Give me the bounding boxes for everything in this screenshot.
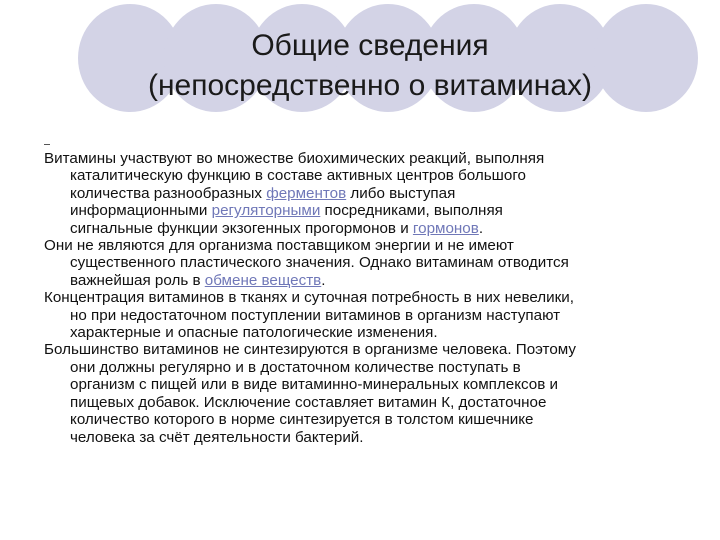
paragraph-line	[44, 202, 684, 219]
paragraph-line	[44, 324, 684, 341]
title-line-2: (непосредственно о витаминах)	[148, 69, 592, 102]
paragraph	[44, 237, 684, 289]
text-span: человека за счёт деятельности бактерий.	[70, 428, 364, 446]
text-span: .	[478, 219, 484, 237]
text-span: количество которого в норме синтезируется в толстом кишечнике	[70, 411, 534, 429]
paragraph-line	[44, 359, 684, 376]
paragraph-line	[44, 220, 684, 237]
text-span: .	[321, 271, 326, 289]
paragraph-line	[44, 411, 684, 428]
paragraph-line	[44, 150, 684, 167]
paragraph-line	[44, 341, 684, 358]
bullet-marker	[44, 144, 50, 145]
text-span: важнейшая роль в	[70, 271, 205, 289]
text-span: либо выступая	[346, 184, 456, 202]
text-span: существенного пластического значения. Однако витаминам отводится	[70, 254, 569, 272]
paragraph	[44, 150, 684, 237]
text-span: Они не являются для организма поставщиком энергии и не имеют	[44, 237, 514, 255]
paragraph-line	[44, 307, 684, 324]
text-span: они должны регулярно и в достаточном количестве поступать в	[70, 358, 521, 376]
hyperlink[interactable]: гормонов	[412, 219, 479, 237]
paragraph-line	[44, 254, 684, 271]
text-span: характерные и опасные патологические изменения.	[70, 324, 438, 342]
text-span: информационными	[70, 202, 212, 220]
paragraph-line	[44, 429, 684, 446]
text-span: Большинство витаминов не синтезируются в организме человека. Поэтому	[44, 341, 576, 359]
hyperlink[interactable]: обмене веществ	[204, 271, 322, 289]
text-span: сигнальные функции экзогенных прогормонов и	[70, 219, 413, 237]
text-span: посредниками, выполняя	[320, 202, 503, 220]
hyperlink[interactable]: регуляторными	[211, 202, 321, 220]
paragraph	[44, 341, 684, 445]
paragraph-line	[44, 237, 684, 254]
slide-body	[44, 150, 684, 446]
paragraph	[44, 289, 684, 341]
paragraph-line	[44, 185, 684, 202]
hyperlink[interactable]: ферментов	[266, 184, 347, 202]
paragraph-line	[44, 289, 684, 306]
text-span: Витамины участвуют во множестве биохимических реакций, выполняя	[44, 150, 545, 167]
title-line-1: Общие сведения	[251, 29, 489, 62]
paragraph-line	[44, 394, 684, 411]
slide-title	[40, 26, 700, 106]
text-span: но при недостаточном поступлении витаминов в организм наступают	[70, 306, 561, 324]
paragraph-line	[44, 272, 684, 289]
paragraph-line	[44, 376, 684, 393]
text-span: организм с пищей или в виде витаминно-минеральных комплексов и	[70, 376, 559, 394]
text-span: пищевых добавок. Исключение составляет витамин К, достаточное	[70, 393, 547, 411]
text-span: каталитическую функцию в составе активных центров большого	[70, 167, 526, 185]
paragraph-line	[44, 167, 684, 184]
text-span: Концентрация витаминов в тканях и суточная потребность в них невелики,	[44, 289, 574, 307]
text-span: количества разнообразных	[70, 184, 267, 202]
